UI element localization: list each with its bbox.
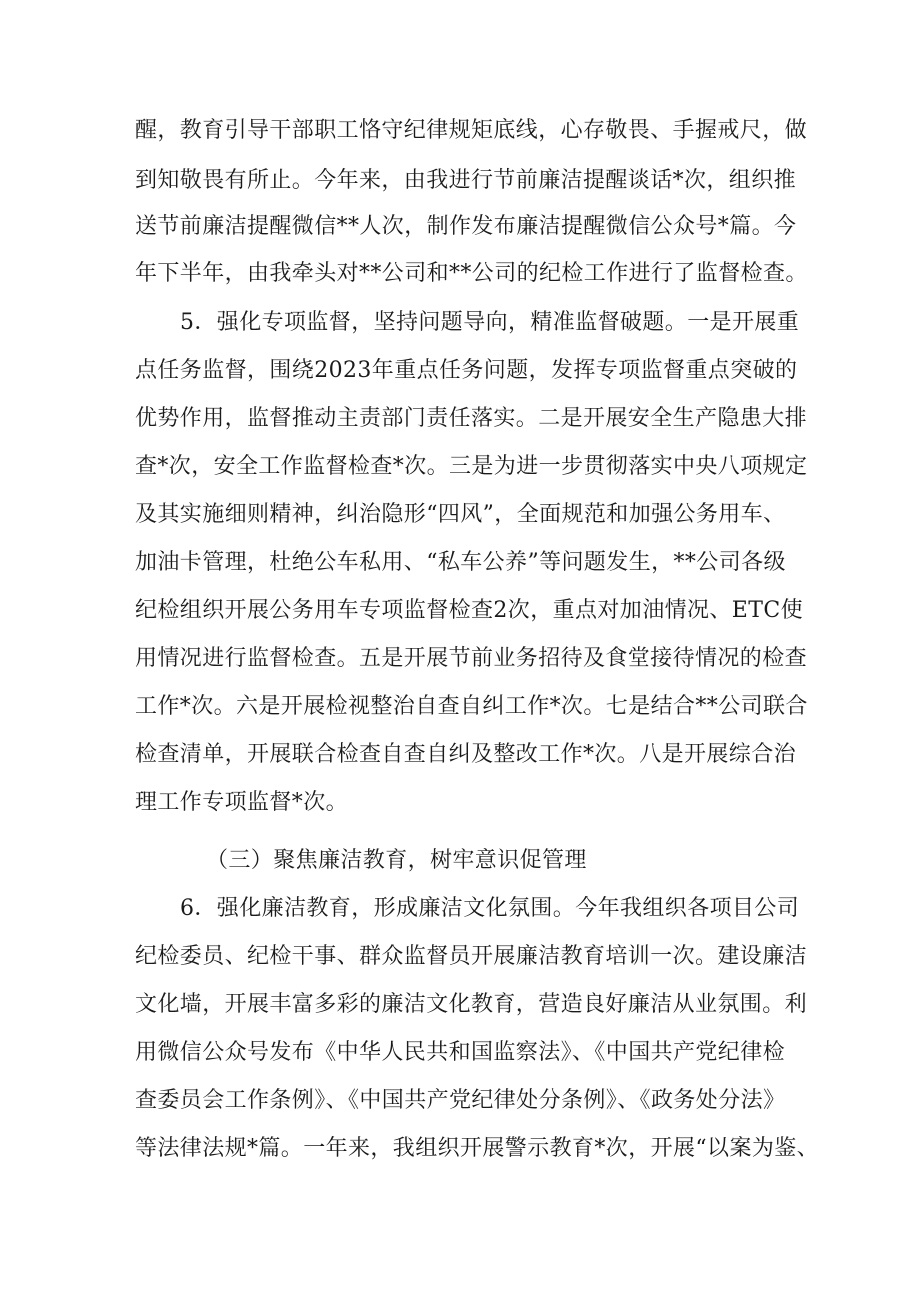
text-line: 理工作专项监督*次。 [135, 790, 349, 815]
text-line: 优势作用，监督推动主责部门责任落实。二是开展安全生产隐患大排 [135, 406, 808, 431]
text-line: 用情况进行监督检查。五是开展节前业务招待及食堂接待情况的检查 [135, 646, 808, 671]
text-line: 醒，教育引导干部职工恪守纪律规矩底线，心存敬畏、手握戒尺，做 [135, 118, 808, 143]
text-line: 纪检委员、纪检干事、群众监督员开展廉洁教育培训一次。建设廉洁 [135, 944, 808, 969]
text-line: 及其实施细则精神，纠治隐形“四风”，全面规范和加强公务用车、 [135, 502, 786, 527]
text-line: 工作*次。六是开展检视整治自查自纠工作*次。七是结合**公司联合 [135, 694, 808, 719]
text-line: 6．强化廉洁教育，形成廉洁文化氛围。今年我组织各项目公司 [180, 896, 800, 921]
text-line: 检查清单，开展联合检查自查自纠及整改工作*次。八是开展综合治 [135, 742, 797, 767]
text-line: 到知敬畏有所止。今年来，由我进行节前廉洁提醒谈话*次，组织推 [135, 168, 797, 193]
text-line: 点任务监督，围绕2023年重点任务问题，发挥专项监督重点突破的 [135, 358, 798, 383]
text-line: 加油卡管理，杜绝公车私用、“私车公养”等问题发生，**公司各级 [135, 550, 786, 575]
text-line: 送节前廉洁提醒微信**人次，制作发布廉洁提醒微信公众号*篇。今 [135, 214, 797, 239]
text-line: 年下半年，由我牵头对**公司和**公司的纪检工作进行了监督检查。 [135, 261, 808, 286]
text-line: 5．强化专项监督，坚持问题导向，精准监督破题。一是开展重 [180, 310, 800, 335]
text-line: 文化墙，开展丰富多彩的廉洁文化教育，营造良好廉洁从业氛围。利 [135, 992, 808, 1017]
text-line: 查委员会工作条例》、《中国共产党纪律处分条例》、《政务处分法》 [135, 1088, 786, 1113]
text-line: 等法律法规*篇。一年来，我组织开展警示教育*次，开展“以案为鉴、 [135, 1136, 820, 1161]
section-heading: （三）聚焦廉洁教育，树牢意识促管理 [206, 848, 587, 873]
text-line: 用微信公众号发布《中华人民共和国监察法》、《中国共产党纪律检 [135, 1040, 786, 1065]
text-line: 纪检组织开展公务用车专项监督检查2次，重点对加油情况、ETC使 [135, 598, 803, 623]
text-line: 查*次，安全工作监督检查*次。三是为进一步贯彻落实中央八项规定 [135, 454, 808, 479]
